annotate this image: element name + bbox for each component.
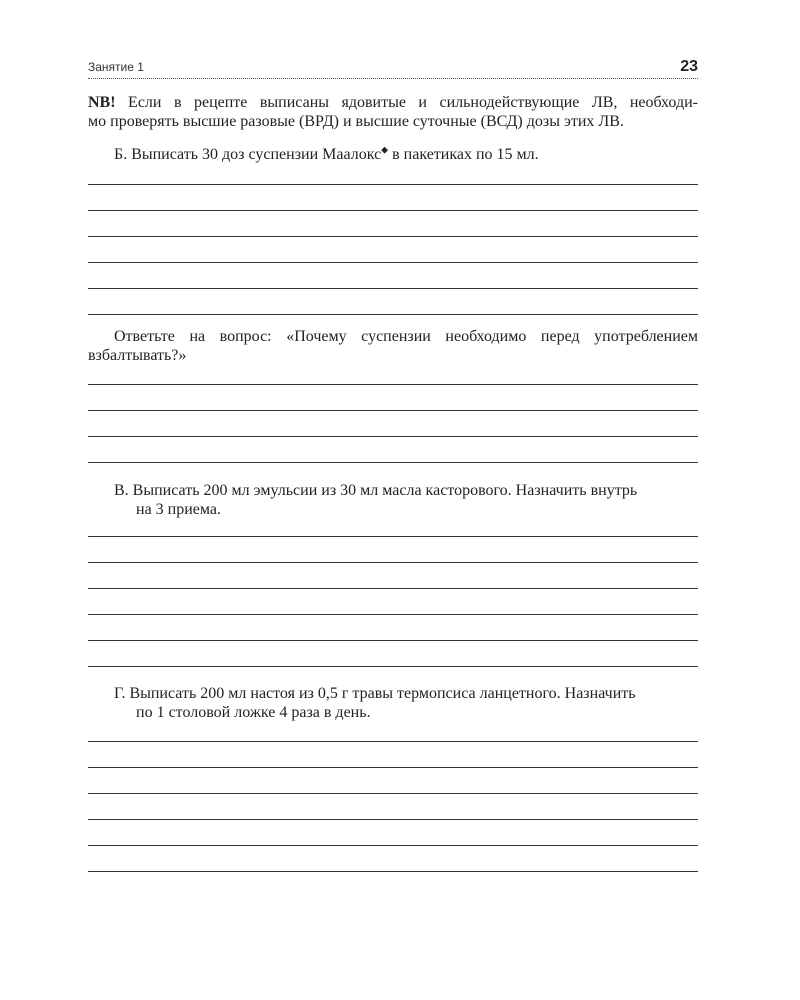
task-v-line-2: на 3 приема. bbox=[136, 501, 222, 518]
page-header bbox=[88, 56, 698, 79]
task-v-text bbox=[88, 481, 724, 519]
answer-line[interactable] bbox=[88, 462, 698, 463]
nb-label: NB! bbox=[88, 94, 116, 111]
answer-line[interactable] bbox=[88, 871, 698, 872]
chapter-title: Занятие 1 bbox=[88, 60, 144, 74]
task-g-text bbox=[88, 684, 724, 722]
answer-line[interactable] bbox=[88, 588, 698, 589]
answer-line[interactable] bbox=[88, 384, 698, 385]
answer-line[interactable] bbox=[88, 436, 698, 437]
answer-line[interactable] bbox=[88, 314, 698, 315]
question-text bbox=[88, 327, 698, 365]
answer-line[interactable] bbox=[88, 845, 698, 846]
page-number: 23 bbox=[680, 58, 698, 75]
answer-line[interactable] bbox=[88, 640, 698, 641]
nb-line-1 bbox=[88, 93, 698, 112]
answer-line[interactable] bbox=[88, 819, 698, 820]
answer-line[interactable] bbox=[88, 767, 698, 768]
question-line-1: Ответьте на вопрос: «Почему суспензии необходимо перед употреблением bbox=[114, 328, 698, 345]
trademark-mark: ◆ bbox=[381, 144, 389, 155]
answer-line[interactable] bbox=[88, 741, 698, 742]
answer-line[interactable] bbox=[88, 793, 698, 794]
task-g-line-2: по 1 столовой ложке 4 раза в день. bbox=[136, 704, 371, 721]
task-b-text bbox=[88, 145, 724, 164]
nb-line-2: мо проверять высшие разовые (ВРД) и высшие суточные (ВСД) дозы этих ЛВ. bbox=[88, 113, 624, 130]
answer-line[interactable] bbox=[88, 536, 698, 537]
task-b-end: в пакетиках по 15 мл. bbox=[388, 146, 539, 163]
task-v-line-1: В. Выписать 200 мл эмульсии из 30 мл масла касторового. Назначить внутрь bbox=[114, 482, 638, 499]
answer-line[interactable] bbox=[88, 184, 698, 185]
task-g-line-1: Г. Выписать 200 мл настоя из 0,5 г травы термопсиса ланцетного. Назначить bbox=[114, 685, 636, 702]
nb-note bbox=[88, 93, 698, 131]
nb-text-1: Если в рецепте выписаны ядовитые и сильнодействующие ЛВ, необходи- bbox=[128, 94, 698, 111]
answer-line[interactable] bbox=[88, 562, 698, 563]
answer-line[interactable] bbox=[88, 262, 698, 263]
task-b-main: Б. Выписать 30 доз суспензии Маалокс bbox=[114, 146, 382, 163]
question-line-2: взбалтывать?» bbox=[88, 347, 187, 364]
answer-line[interactable] bbox=[88, 288, 698, 289]
answer-line[interactable] bbox=[88, 614, 698, 615]
answer-line[interactable] bbox=[88, 210, 698, 211]
answer-line[interactable] bbox=[88, 236, 698, 237]
answer-line[interactable] bbox=[88, 410, 698, 411]
answer-line[interactable] bbox=[88, 666, 698, 667]
